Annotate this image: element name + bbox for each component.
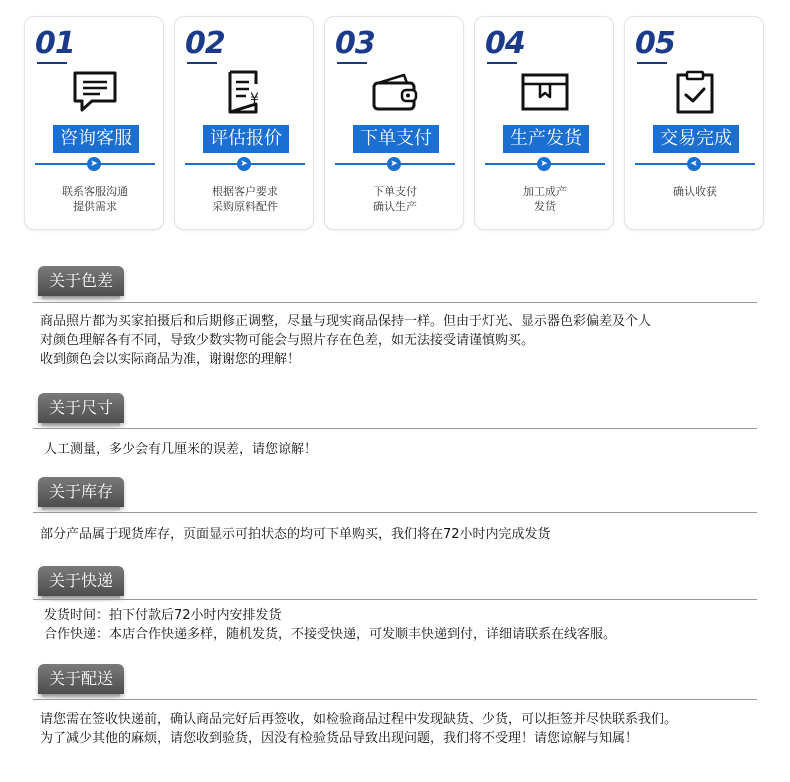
section-tag-size: 关于尺寸 — [38, 393, 124, 423]
step-description: 确认收获 — [673, 185, 717, 198]
section-divider — [33, 512, 757, 513]
step-number: 02 — [185, 26, 225, 61]
chevron-right-icon: ➤ — [87, 157, 101, 171]
section-text-distribution: 请您需在签收快递前，确认商品完好后再签收，如检验商品过程中发现缺货、少货，可以拒签并尽快联系我们。 为了减少其他的麻烦，请您收到验货，因没有检验货品导致出现问题，我们将不受理！请您谅解与知属！ — [40, 712, 678, 746]
step-description: 加工成产 发货 — [523, 185, 567, 213]
chevron-right-icon: ➤ — [387, 157, 401, 171]
step-number: 03 — [335, 26, 375, 61]
section-tag-color: 关于色差 — [38, 266, 124, 296]
step-description: 下单支付 确认生产 — [373, 185, 417, 213]
step-number: 01 — [35, 26, 75, 61]
svg-text:¥: ¥ — [250, 91, 259, 107]
step-title: 交易完成 — [653, 125, 739, 153]
step-number: 04 — [485, 26, 525, 61]
chevron-left-icon: ➤ — [687, 157, 701, 171]
clipboard-check-icon — [670, 69, 720, 115]
section-divider — [33, 699, 757, 700]
chevron-right-icon: ➤ — [237, 157, 251, 171]
step-number-underline — [487, 62, 517, 64]
step-card-quote — [174, 16, 314, 230]
step-title: 评估报价 — [203, 125, 289, 153]
step-number-underline — [637, 62, 667, 64]
section-divider — [33, 428, 757, 429]
step-number-underline — [337, 62, 367, 64]
step-card-consult — [24, 16, 164, 230]
section-divider — [33, 302, 757, 303]
section-tag-courier: 关于快递 — [38, 566, 124, 596]
section-tag-stock: 关于库存 — [38, 477, 124, 507]
section-text-size: 人工测量，多少会有几厘米的误差，请您谅解！ — [44, 442, 318, 457]
step-number: 05 — [635, 26, 675, 61]
section-tag-distribution: 关于配送 — [38, 664, 124, 694]
section-text-courier: 发货时间：拍下付款后72小时内安排发货 合作快递：本店合作快递多样，随机发货，不接受快递，可发顺丰快递到付，详细请联系在线客服。 — [44, 608, 617, 642]
wallet-icon — [370, 69, 420, 115]
process-steps — [0, 0, 790, 240]
step-card-complete — [624, 16, 764, 230]
quote-document-icon — [220, 69, 270, 115]
step-card-ship — [474, 16, 614, 230]
step-title: 咨询客服 — [53, 125, 139, 153]
package-box-icon — [520, 69, 570, 115]
section-divider — [33, 599, 757, 600]
step-number-underline — [187, 62, 217, 64]
step-description: 联系客服沟通 提供需求 — [62, 185, 128, 213]
section-text-stock: 部分产品属于现货库存，页面显示可拍状态的均可下单购买，我们将在72小时内完成发货 — [40, 527, 551, 542]
step-card-pay — [324, 16, 464, 230]
chevron-right-icon: ➤ — [537, 157, 551, 171]
chat-icon — [70, 69, 120, 115]
step-title: 生产发货 — [503, 125, 589, 153]
section-text-color: 商品照片都为买家拍摄后和后期修正调整，尽量与现实商品保持一样。但由于灯光、显示器色彩偏差及个人 对颜色理解各有不同，导致少数实物可能会与照片存在色差，如无法接受请谨慎购买。 收到颜色会以实际商品为准，谢谢您的理解！ — [40, 314, 652, 367]
step-description: 根据客户要求 采购原料配件 — [212, 185, 278, 213]
step-number-underline — [37, 62, 67, 64]
step-title: 下单支付 — [353, 125, 439, 153]
